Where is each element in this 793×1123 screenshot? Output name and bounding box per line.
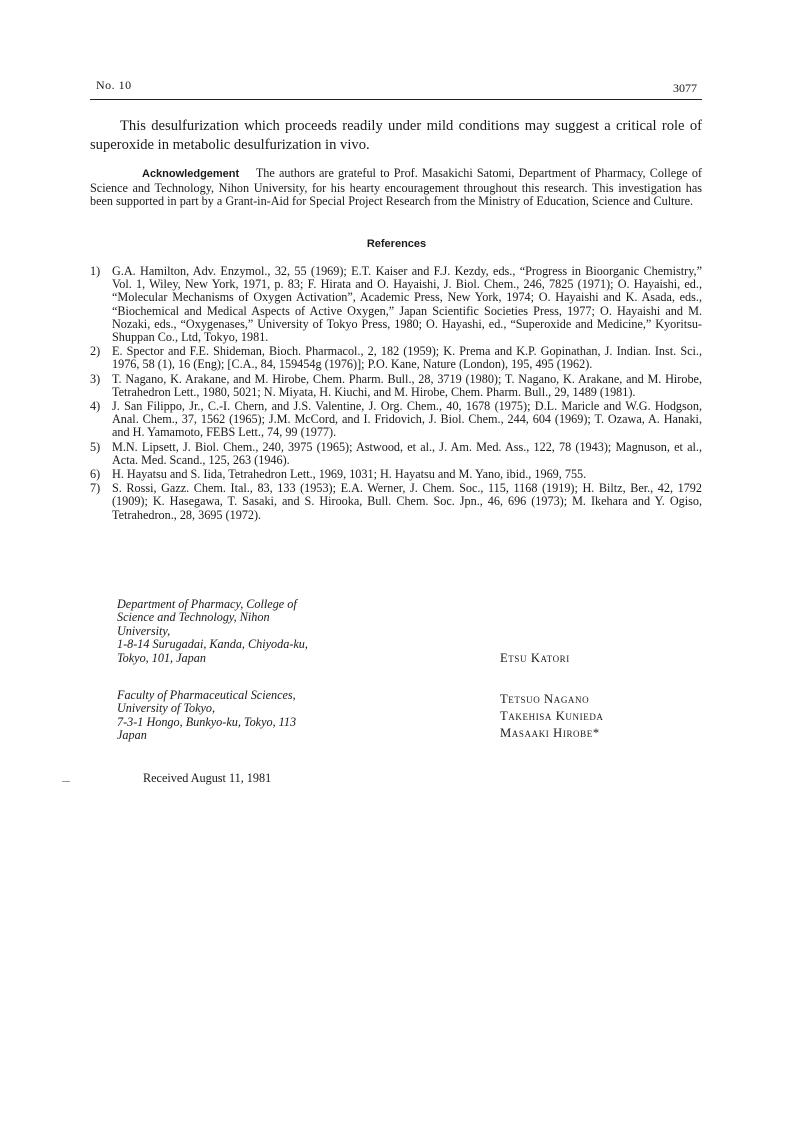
reference-text: S. Rossi, Gazz. Chem. Ital., 83, 133 (1953); E.A. Werner, J. Chem. Soc., 115, 1168 (1919); H. Biltz, Ber., 42, 1792 (1909); K. Hasegawa, T. Sasaki, and S. Hirooka, Bull. Chem. Soc. Jpn., 46, 696 (1973); M. Ikehara and Y. Ogiso, Tetrahedron., 28, 3695 (1972). xyxy=(112,481,702,522)
reference-text: E. Spector and F.E. Shideman, Bioch. Pharmacol., 2, 182 (1959); K. Prema and K.P. Gopinathan, J. Indian. Inst. Sci., 1976, 58 (1), 16 (Eng); [C.A., 84, 159454g (1976)]; P.O. Kane, Nature (London), 195, 495 (1962). xyxy=(112,344,702,372)
affiliation-line: University of Tokyo, xyxy=(117,701,216,716)
reference-item xyxy=(90,373,702,399)
affiliation-line: Department of Pharmacy, College of xyxy=(117,597,297,611)
reference-text: G.A. Hamilton, Adv. Enzymol., 32, 55 (1969); E.T. Kaiser and F.J. Kezdy, eds., “Progress in Bioorganic Chemistry,” Vol. 1, Wiley, New York, 1971, p. 83; F. Hirata and O. Hayaishi, J. Biol. Chem., 246, 7825 (1971); O. Hayaishi, ed., “Molecular Mechanisms of Oxygen Activation”, Academic Press, New York, 1974; O. Hayaishi and K. Asada, eds., “Biochemical and Medical Aspects of Active Oxygen,” Japan Scientific Societies Press, 1977; O. Hayaishi and M. Nozaki, eds., “Oxygenases,” University of Tokyo Press, 1980; O. Hayashi, ed., “Superoxide and Medicine,” Kyoritsu-Shuppan Co., Ltd, Tokyo, 1981. xyxy=(112,264,702,345)
reference-text: H. Hayatsu and S. Iida, Tetrahedron Lett., 1969, 1031; H. Hayatsu and M. Yano, ibid., 1969, 755. xyxy=(112,467,587,482)
affiliation-line: Japan xyxy=(117,728,147,743)
reference-item xyxy=(90,345,702,371)
reference-number: 7) xyxy=(90,481,101,496)
author-name: Masaaki Hirobe* xyxy=(500,726,600,740)
reference-number: 6) xyxy=(90,467,101,482)
concluding-paragraph: This desulfurization which proceeds readily under mild conditions may suggest a critical role of superoxide in metabolic desulfurization in vivo. xyxy=(90,118,702,153)
reference-list xyxy=(90,265,702,523)
margin-mark xyxy=(62,781,70,782)
reference-number: 5) xyxy=(90,439,101,454)
reference-text: J. San Filippo, Jr., C.-I. Chern, and J.S. Valentine, J. Org. Chem., 40, 1678 (1975); D.L. Maricle and W.G. Hodgson, Anal. Chem., 37, 1562 (1965); J.M. McCord, and I. Fridovich, J. Biol. Chem., 244, 604 (1969); T. Ozawa, A. Hanaki, and H. Yamamoto, FEBS Lett., 74, 99 (1977). xyxy=(112,399,702,440)
reference-text: T. Nagano, K. Arakane, and M. Hirobe, Chem. Pharm. Bull., 28, 3719 (1980); T. Nagano, K. Arakane, and M. Hirobe, Tetrahedron Lett., 1980, 5021; N. Miyata, H. Kiuchi, and M. Hirobe, Chem. Pharm. Bull., 29, 1489 (1981). xyxy=(112,371,702,399)
header-divider xyxy=(90,99,702,100)
received-date: Received August 11, 1981 xyxy=(143,771,272,785)
reference-text: M.N. Lipsett, J. Biol. Chem., 240, 3975 (1965); Astwood, et al., J. Am. Med. Ass., 122, 78 (1943); Magnuson, et al., Acta. Med. Scand., 125, 263 (1946). xyxy=(112,439,702,467)
acknowledgement-text: The authors are grateful to Prof. Masakichi Satomi, Department of Pharmacy, College of Science and Technology, Nihon University, for his hearty encouragement throughout this research. This investigation has been supported in part by a Grant-in-Aid for Special Project Research from the Ministry of Education, Science and Culture. xyxy=(90,166,702,209)
author-name: Tetsuo Nagano xyxy=(500,692,590,706)
affiliation-line: 7-3-1 Hongo, Bunkyo-ku, Tokyo, 113 xyxy=(117,714,297,729)
reference-number: 2) xyxy=(90,344,101,359)
author-name: Etsu Katori xyxy=(500,651,570,665)
page-number: 3077 xyxy=(673,81,697,95)
reference-number: 3) xyxy=(90,371,101,386)
author-name: Takehisa Kunieda xyxy=(500,709,604,723)
affiliation-line: Science and Technology, Nihon xyxy=(117,610,270,625)
reference-item xyxy=(90,400,702,440)
affiliation-line: University, xyxy=(117,623,171,638)
affiliation-line: Faculty of Pharmaceutical Sciences, xyxy=(117,688,296,702)
references-heading: References xyxy=(366,238,427,250)
affiliation-line: Tokyo, 101, Japan xyxy=(117,650,206,665)
journal-issue-number: No. 10 xyxy=(96,78,132,92)
acknowledgement-heading: Acknowledgement xyxy=(142,168,240,180)
affiliation-university-of-tokyo xyxy=(117,689,377,743)
acknowledgement-paragraph xyxy=(90,167,702,209)
reference-item xyxy=(90,265,702,344)
reference-number: 4) xyxy=(90,399,101,414)
affiliation-line: 1-8-14 Surugadai, Kanda, Chiyoda-ku, xyxy=(117,637,308,652)
reference-item xyxy=(90,441,702,467)
affiliation-nihon-university xyxy=(117,598,377,665)
reference-number: 1) xyxy=(90,264,101,278)
reference-item xyxy=(90,482,702,522)
reference-item xyxy=(90,468,702,481)
